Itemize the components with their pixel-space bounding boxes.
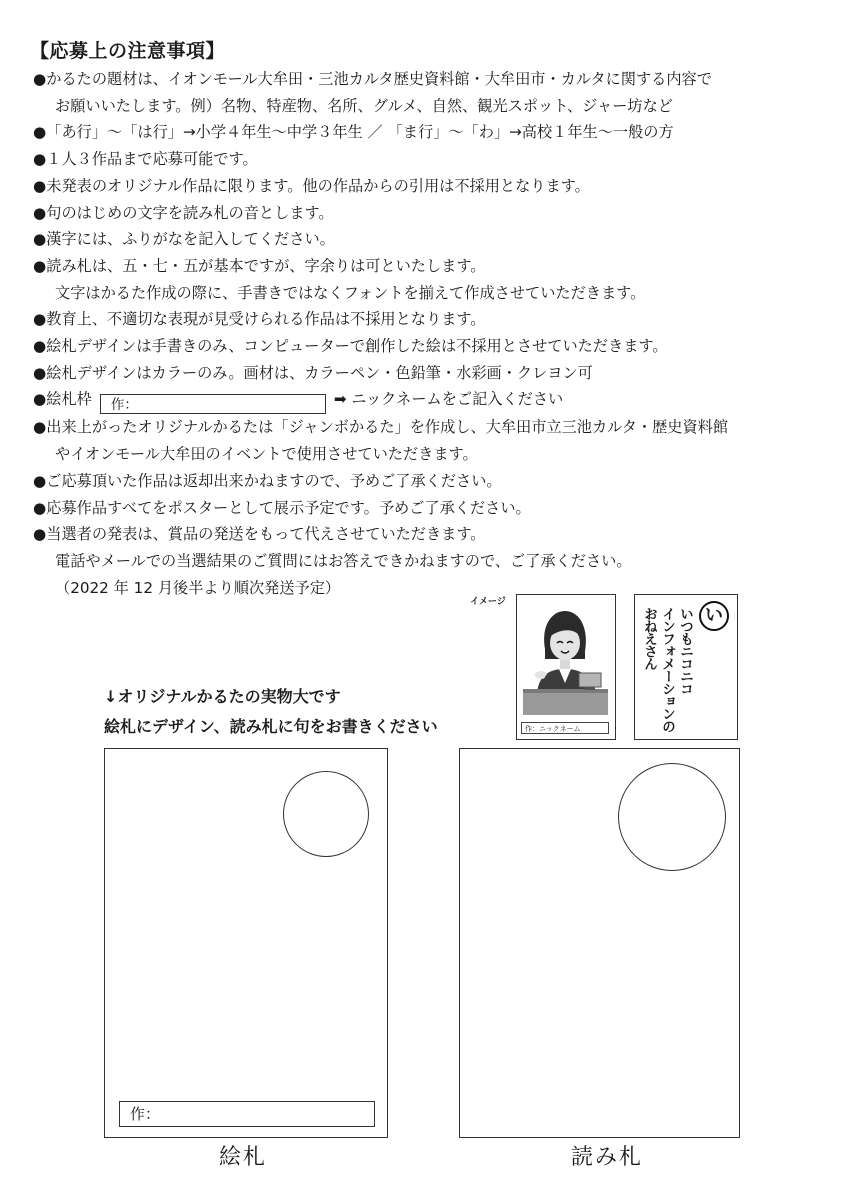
rule-line: ●当選者の発表は、賞品の発送をもって代えさせていただきます。: [33, 525, 486, 544]
sample-credit-frame: 作：ニックネーム: [521, 722, 609, 734]
sample-verse-column: いつもニコニコ: [677, 607, 693, 695]
rule-item: [33, 226, 833, 253]
frame-rule-label: ●絵札枠: [33, 390, 92, 409]
reading-card-blank[interactable]: [459, 748, 740, 1138]
rule-line: お願いいたします。例）名物、特産物、名所、グルメ、自然、観光スポット、ジャー坊など: [55, 96, 673, 115]
sample-label: イメージ: [470, 597, 506, 607]
rule-line: ●１人３作品まで応募可能です。: [33, 150, 258, 169]
rule-item: [33, 360, 833, 387]
rule-line: ●未発表のオリジナル作品に限ります。他の作品からの引用は不採用となります。: [33, 176, 590, 195]
rule-line: （2022 年 12 月後半より順次発送予定）: [55, 578, 341, 597]
rule-item: [33, 521, 833, 601]
rule-item: [33, 333, 833, 360]
rule-item-frame: [33, 386, 833, 414]
rule-item: [33, 306, 833, 333]
rule-line: 文字はかるた作成の際に、手書きではなくフォントを揃えて作成させていただきます。: [55, 283, 646, 302]
picture-card-caption: 絵札: [219, 1145, 268, 1170]
reading-card-circle: [618, 763, 726, 871]
sample-verse-column: インフォメーションの: [659, 607, 675, 732]
sample-picture-card: [516, 594, 616, 740]
rule-item: [33, 66, 833, 119]
sample-reading-card: [634, 594, 738, 740]
rule-line: ●応募作品すべてをポスターとして展示予定です。予めご了承ください。: [33, 498, 531, 517]
rule-line: ●出来上がったオリジナルかるたは「ジャンボかるた」を作成し、大牟田市立三池カルタ・歴史資料館: [33, 418, 729, 437]
rule-item: [33, 146, 833, 173]
rule-item: [33, 119, 833, 146]
rule-line: ●「あ行」～「は行」→小学４年生～中学３年生 ／ 「ま行」～「わ」→高校１年生～一般の方: [33, 123, 674, 142]
sample-first-kana: い: [699, 601, 729, 631]
rules-list: [33, 66, 833, 601]
rule-item: [33, 468, 833, 495]
rule-line: やイオンモール大牟田のイベントで使用させていただきます。: [55, 445, 478, 464]
rule-line: ●かるたの題材は、イオンモール大牟田・三池カルタ歴史資料館・大牟田市・カルタに関する内容で: [33, 70, 712, 88]
rule-line: ●漢字には、ふりがなを記入してください。: [33, 230, 335, 249]
reading-card-caption: 読み札: [571, 1145, 644, 1170]
sample-verse-column: おねえさん: [641, 607, 657, 670]
rule-item: [33, 173, 833, 200]
rule-item: [33, 253, 833, 306]
receptionist-illustration: [519, 597, 612, 719]
rule-line: ●読み札は、五・七・五が基本ですが、字余りは可といたします。: [33, 256, 486, 275]
rule-item: [33, 495, 833, 522]
instruction-line-2: 絵札にデザイン、読み札に句をお書きください: [104, 717, 438, 736]
rule-item: [33, 414, 833, 467]
picture-card-circle: [283, 771, 369, 857]
rule-line: ●絵札デザインはカラーのみ。画材は、カラーペン・色鉛筆・水彩画・クレヨン可: [33, 363, 593, 382]
frame-rule-note: ➡ ニックネームをご記入ください: [333, 390, 564, 409]
instruction-line-1: ↓オリジナルかるたの実物大です: [104, 687, 341, 706]
rule-line: ●ご応募頂いた作品は返却出来かねますので、予めご了承ください。: [33, 471, 502, 490]
nickname-frame-example: 作：: [100, 394, 326, 414]
picture-card-blank[interactable]: [104, 748, 388, 1138]
picture-card-credit-frame[interactable]: 作：: [119, 1101, 375, 1127]
rule-line: ●絵札デザインは手書きのみ、コンピューターで創作した絵は不採用とさせていただきます。: [33, 337, 668, 356]
rule-item: [33, 200, 833, 227]
rule-line: ●教育上、不適切な表現が見受けられる作品は不採用となります。: [33, 310, 486, 329]
page-heading: 【応募上の注意事項】: [30, 40, 226, 62]
rule-line: 電話やメールでの当選結果のご質問にはお答えできかねますので、ご了承ください。: [55, 551, 632, 570]
rule-line: ●句のはじめの文字を読み札の音とします。: [33, 203, 334, 222]
